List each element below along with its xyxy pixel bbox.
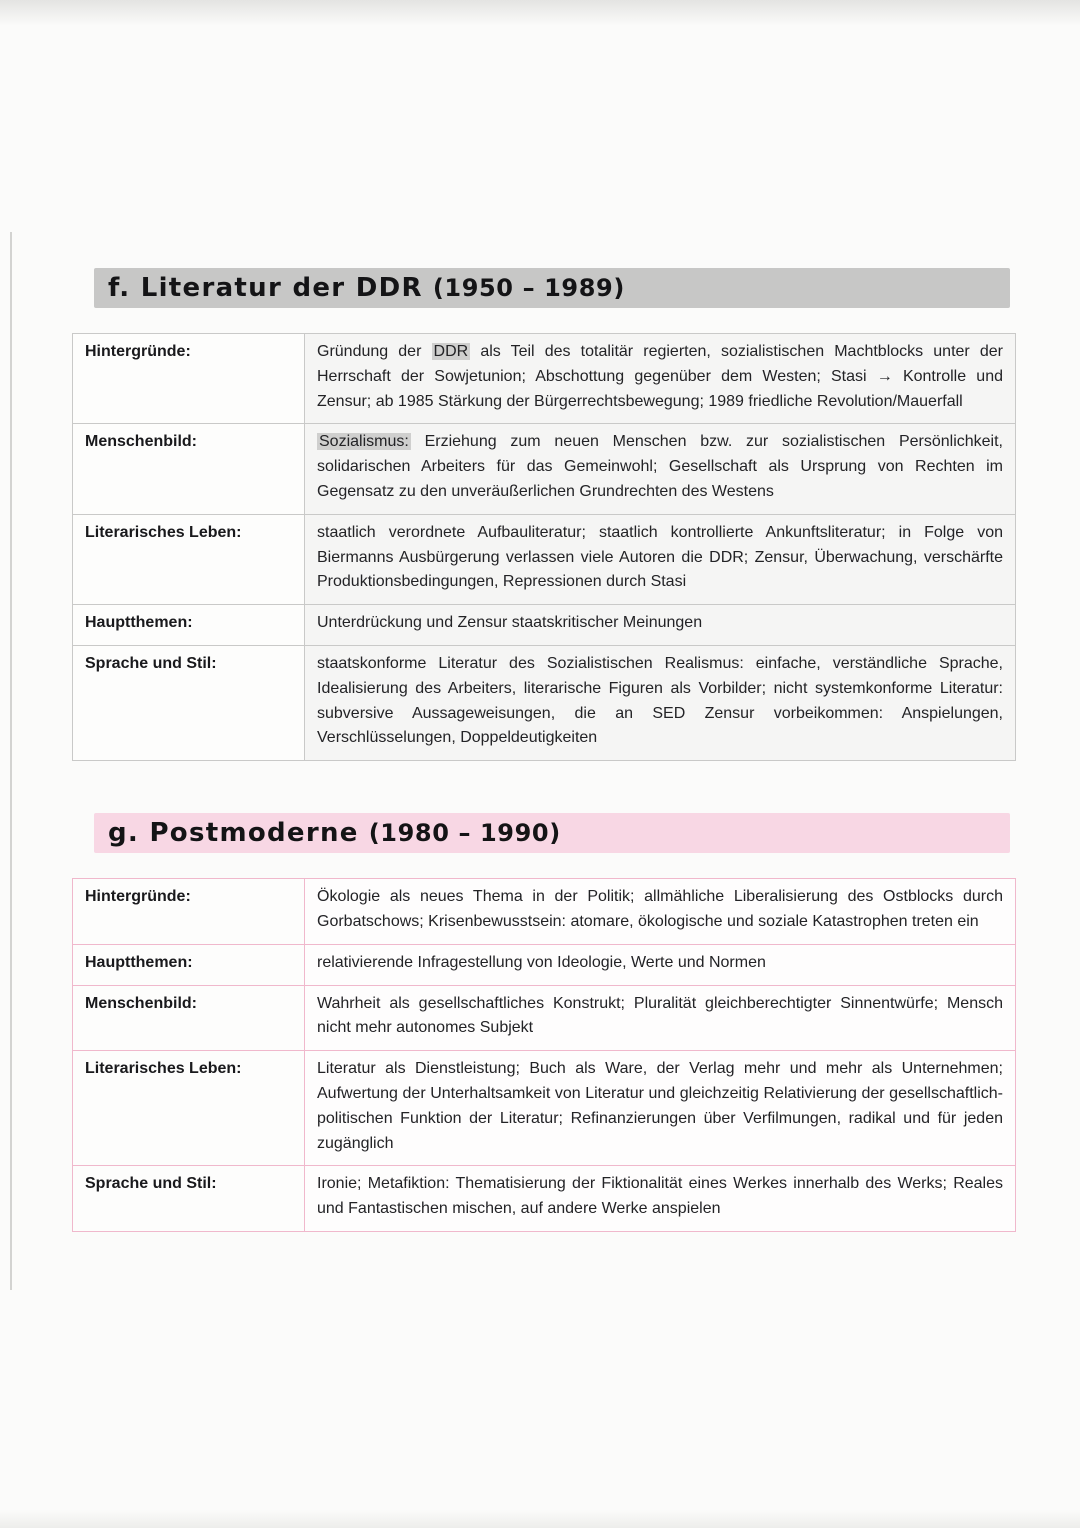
photo-top-shade <box>0 0 1080 26</box>
row-label: Literarisches Leben: <box>73 1051 305 1166</box>
row-content <box>305 985 1016 1051</box>
section-literatur-ddr <box>72 268 1016 761</box>
row-label: Hauptthemen: <box>73 944 305 985</box>
content-text: Unterdrückung und Zensur staatskritischer Meinungen <box>317 614 703 632</box>
row-label: Hauptthemen: <box>73 605 305 646</box>
content-text: Ökologie als neues Thema in der Politik; allmähliche Liberalisierung des Ostblocks durch Gorbatschows; Krisenbewusstsein: atomare, ökologische und soziale Katastrophen treten ein <box>317 888 1003 930</box>
table-row <box>73 985 1016 1051</box>
content-text: Literatur als Dienstleistung; Buch als Ware, der Verlag mehr und mehr als Unternehmen; Aufwertung der Unterhaltsamkeit von Literatur und gleichzeitig Relativierung der gesellschaftlich-politischen Funktion der Literatur; Refinanzierungen über Verfilmungen, radikal und für jeden zugänglich <box>317 1060 1003 1152</box>
page-edge-shadow <box>10 232 12 1290</box>
row-content <box>305 514 1016 604</box>
row-content <box>305 424 1016 514</box>
content-text: Gründung der <box>317 343 432 360</box>
table-row <box>73 1166 1016 1232</box>
era-table-postmoderne <box>72 878 1016 1232</box>
row-label: Menschenbild: <box>73 985 305 1051</box>
era-table-ddr <box>72 333 1016 761</box>
table-row <box>73 645 1016 760</box>
section-heading-postmoderne <box>94 813 1010 853</box>
row-content <box>305 334 1016 424</box>
row-content <box>305 879 1016 945</box>
table-row <box>73 605 1016 646</box>
table-row <box>73 424 1016 514</box>
row-label: Menschenbild: <box>73 424 305 514</box>
content-text: relativierende Infragestellung von Ideologie, Werte und Normen <box>317 953 766 971</box>
heading-years-text: (1950 – 1989) <box>432 274 625 302</box>
content-text: als Teil des totalitär regierten, sozialistischen Machtblocks unter der Herrschaft der Sowjetunion; Abschottung gegenüber dem Westen; Stasi → Kontrolle und Zensur; ab 1985 Stärkung der Bürgerrechtsbewegung; 1989 friedliche Revolution/Mauerfall <box>317 343 1003 410</box>
heading-title-text: g. Postmoderne <box>108 818 359 849</box>
photo-bottom-shade <box>0 1510 1080 1528</box>
content-text: staatskonforme Literatur des Sozialistischen Realismus: einfache, verständliche Sprache, Idealisierung des Arbeiters, literarische Figuren als Vorbilder; nicht systemkonforme Literatur: subversive Aussageweisungen, die an SED Zensur vorbeikommen: Anspielungen, Verschlüsselungen, Doppeldeutigkeiten <box>317 654 1003 747</box>
section-postmoderne <box>72 813 1016 1232</box>
row-label: Sprache und Stil: <box>73 645 305 760</box>
content-text: Ironie; Metafiktion: Thematisierung der Fiktionalität eines Werkes innerhalb des Werks; Reales und Fantastischen mischen, auf andere Werke anspielen <box>317 1175 1003 1218</box>
row-content <box>305 944 1016 985</box>
table-row <box>73 1051 1016 1166</box>
row-label: Hintergründe: <box>73 334 305 424</box>
content-text: Erziehung zum neuen Menschen bzw. zur sozialistischen Persönlichkeit, solidarischen Arbeiters für das Gemeinwohl; Gesellschaft als Ursprung von Rechten im Gegensatz zu den unveräußerlichen Grundrechten des Westens <box>317 433 1003 500</box>
section-heading-ddr <box>94 268 1010 308</box>
heading-title-text: f. Literatur der DDR <box>108 273 423 303</box>
heading-years-text: (1980 – 1990) <box>368 819 561 848</box>
table-row <box>73 879 1016 945</box>
row-label: Hintergründe: <box>73 879 305 945</box>
table-row <box>73 944 1016 985</box>
row-content <box>305 605 1016 646</box>
content-text: staatlich verordnete Aufbauliteratur; staatlich kontrollierte Ankunftsliteratur; in Folge von Biermanns Ausbürgerung verlassen viele Autoren die DDR; Zensur, Überwachung, verschärfte Produktionsbedingungen, Repressionen durch Stasi <box>317 523 1003 591</box>
row-label: Sprache und Stil: <box>73 1166 305 1232</box>
highlighted-term: DDR <box>433 343 469 360</box>
row-content <box>305 1051 1016 1166</box>
page-content <box>72 268 1016 1232</box>
table-row <box>73 514 1016 604</box>
row-label: Literarisches Leben: <box>73 514 305 604</box>
row-content <box>305 1166 1016 1232</box>
content-text: Wahrheit als gesellschaftliches Konstrukt; Pluralität gleichberechtigter Sinnentwürfe; Mensch nicht mehr autonomes Subjekt <box>317 994 1003 1037</box>
table-row <box>73 334 1016 424</box>
highlighted-term: Sozialismus: <box>319 433 409 451</box>
row-content <box>305 645 1016 760</box>
